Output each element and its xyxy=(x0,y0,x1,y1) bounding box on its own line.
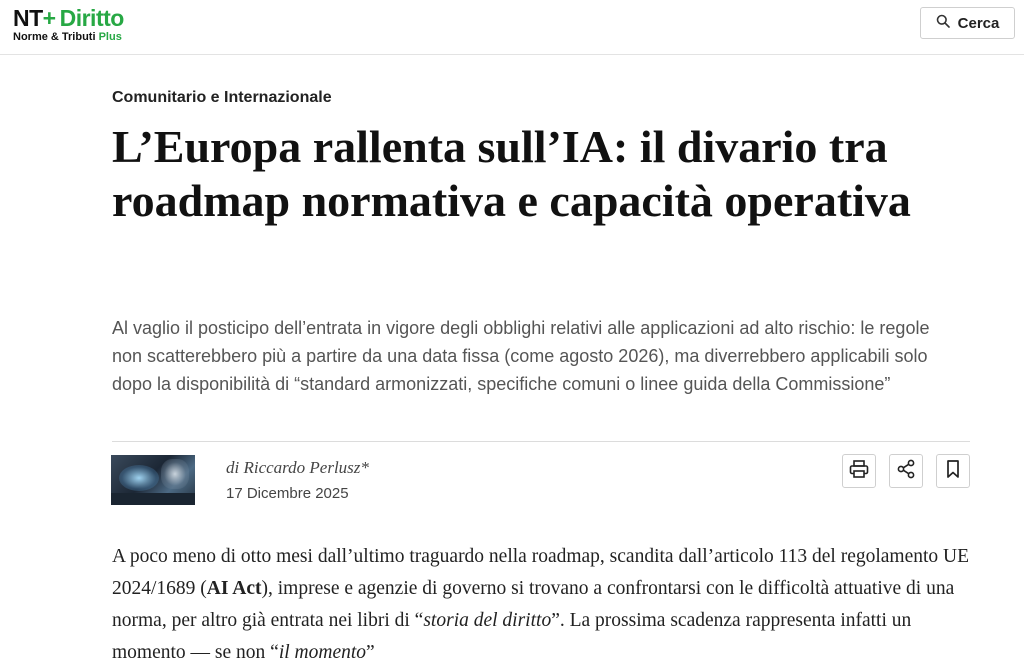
top-bar xyxy=(0,0,1024,55)
share-button[interactable] xyxy=(889,454,923,488)
share-icon xyxy=(896,459,916,484)
search-icon xyxy=(936,14,950,33)
print-button[interactable] xyxy=(842,454,876,488)
logo-brand: Diritto xyxy=(59,5,124,31)
article-subtitle: Al vaglio il posticipo dell’entrata in vigore degli obblighi relativi alle applicazioni ad alto rischio: le regole non scatterebbero più a partire da una data fissa (come agosto 2026), ma diverrebbero applicabili solo dopo la disponibilità di “standard armonizzati, specifiche comuni o linee guida della Commissione” xyxy=(112,318,930,394)
bookmark-icon xyxy=(945,459,961,484)
author-byline[interactable]: di Riccardo Perlusz* xyxy=(226,458,369,477)
article-body-paragraph xyxy=(112,541,972,669)
logo-nt: NT xyxy=(13,5,43,31)
logo-tagline-text: Norme & Tributi xyxy=(13,31,96,43)
print-icon xyxy=(849,460,869,483)
logo-plus: + xyxy=(42,5,56,31)
logo-wordmark xyxy=(13,7,124,30)
article-category[interactable]: Comunitario e Internazionale xyxy=(112,89,332,106)
site-logo[interactable] xyxy=(13,7,124,43)
search-button[interactable] xyxy=(920,7,1015,39)
publish-date: 17 Dicembre 2025 xyxy=(226,485,349,502)
body-bold-term: AI Act xyxy=(206,578,262,599)
logo-tagline xyxy=(13,32,124,43)
article-title: L’Europa rallenta sull’IA: il divario tra roadmap normativa e capacità operativa xyxy=(112,121,911,226)
body-text-segment: ”. La prossima scadenza rappresenta infatti un momento — se non “ xyxy=(112,610,912,663)
article-thumbnail xyxy=(111,455,195,505)
body-text-segment: A poco meno di otto mesi dall’ultimo traguardo nella roadmap, scandita dall’articolo 113 del regolamento UE 2024/1689 ( xyxy=(112,546,970,599)
search-label: Cerca xyxy=(957,14,1000,32)
body-text-segment: ” xyxy=(366,642,375,663)
divider xyxy=(112,441,970,442)
bookmark-button[interactable] xyxy=(936,454,970,488)
logo-tagline-plus: Plus xyxy=(98,31,122,43)
body-italic-term: il momento xyxy=(278,642,367,663)
body-text-segment: ), imprese e agenzie di governo si trovano a confrontarsi con le difficoltà attuative di una norma, per altro già entrata nei libri di “ xyxy=(112,578,955,631)
body-italic-term: storia del diritto xyxy=(423,610,552,631)
